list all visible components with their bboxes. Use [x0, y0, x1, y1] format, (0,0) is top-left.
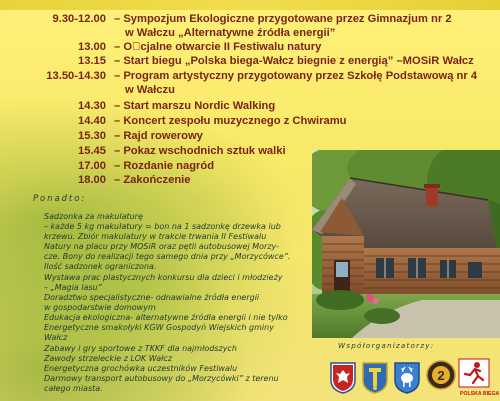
info-line: całego miasta.	[44, 384, 103, 393]
info-line: Wałcz	[44, 333, 68, 342]
co-organizers-heading: Współorganizatorzy:	[338, 341, 435, 350]
coat-of-arms-deer-icon	[394, 362, 420, 398]
schedule-event: – Rozdanie nagród	[114, 160, 215, 172]
info-line: cze. Bony do realizacji tego samego dnia przy „Morzycówce”.	[44, 252, 291, 261]
schedule-event-cont: w Wałczu „Alternatywne źródła energii”	[125, 27, 336, 39]
schedule-event: – Rajd rowerowy	[114, 130, 203, 142]
schedule-time: 17.00	[78, 160, 106, 172]
info-line: Darmowy transport autobusowy do „Morzycówki” z terenu	[44, 374, 279, 383]
info-line: Sadzonka za makulaturę	[44, 212, 143, 221]
info-line: Edukacja ekologiczna- alternatywne źródła energii i nie tylko	[44, 313, 288, 322]
schedule-event: – Sympozjum Ekologiczne przygotowane przez Gimnazjum nr 2	[114, 13, 452, 25]
wooden-log-house-photo	[312, 150, 500, 338]
schedule-row	[0, 12, 500, 26]
schedule-time: 13.50-14.30	[46, 70, 106, 82]
schedule-time: 13.15	[78, 55, 106, 67]
schedule-event: – O cjalne otwarcie II Festiwalu natury	[114, 41, 322, 53]
info-line: Ilość sadzonek ograniczona.	[44, 262, 157, 271]
schedule-row-cont	[0, 83, 500, 97]
info-line: w gospodarstwie domowym	[44, 303, 156, 312]
info-line: Energetyczna grochówka uczestników Festiwalu	[44, 364, 238, 373]
info-line: Doradztwo specjalistyczne- odnawialne źródła energii	[44, 293, 260, 302]
schedule-event: – Pokaz wschodnich sztuk walki	[114, 145, 286, 157]
schedule-time: 14.30	[78, 100, 106, 112]
coat-of-arms-eagle-icon	[330, 362, 356, 398]
polska-biega-logo	[458, 358, 490, 392]
schedule-event: – Zakończenie	[114, 174, 191, 186]
schedule-row	[0, 69, 500, 83]
schedule-time: 14.40	[78, 115, 106, 127]
schedule-time: 15.30	[78, 130, 106, 142]
schedule-row	[0, 129, 500, 143]
schedule-time: 9.30-12.00	[52, 13, 106, 25]
info-line: Energetyczne smakołyki KGW Gospodyń Wiejskich gminy	[44, 323, 274, 332]
info-line: Natury na placu przy MOSiR oraz pętli autobusowej Morzy-	[44, 242, 279, 251]
top-band	[0, 0, 500, 10]
schedule-row-cont	[0, 26, 500, 40]
info-line: krzewu. Zbiór makulatury w trakcie trwania II Festiwalu	[44, 232, 267, 241]
coat-of-arms-icon	[362, 362, 388, 398]
info-line: Wystawa prac plastycznych konkursu dla dzieci i młodzieży	[44, 273, 283, 282]
schedule-event: – Start marszu Nordic Walking	[114, 100, 276, 112]
schedule-event: – Koncert zespołu muzycznego z Chwiramu	[114, 115, 347, 127]
schedule-row	[0, 54, 500, 68]
schedule-row	[0, 40, 500, 54]
info-line: – każde 5 kg makulatury = bon na 1 sadzonkę drzewka lub	[44, 222, 281, 231]
svg-text:2: 2	[437, 368, 445, 383]
info-line: Zawody strzeleckie z LOK Wałcz	[44, 354, 173, 363]
schedule-row	[0, 99, 500, 113]
emblem-2-icon	[426, 360, 456, 394]
schedule-row	[0, 114, 500, 128]
info-line: – „Magia lasu”	[44, 283, 102, 292]
schedule-event: – Program artystyczny przygotowany przez Szkołę Podstawową nr 4	[114, 70, 478, 82]
schedule-event: – Start biegu „Polska biega-Wałcz biegnie z energią” –MOSiR Wałcz	[114, 55, 474, 67]
polska-biega-logo-text: POLSKA BIEGA	[460, 391, 500, 397]
schedule-time: 15.45	[78, 145, 106, 157]
schedule-event-cont: w Wałczu	[125, 84, 175, 96]
ponadto-heading: Ponadto:	[33, 193, 87, 203]
info-line: Zabawy i gry sportowe z TKKF dla najmłodszych	[44, 344, 237, 353]
schedule-time: 18.00	[78, 174, 106, 186]
schedule-time: 13.00	[78, 41, 106, 53]
